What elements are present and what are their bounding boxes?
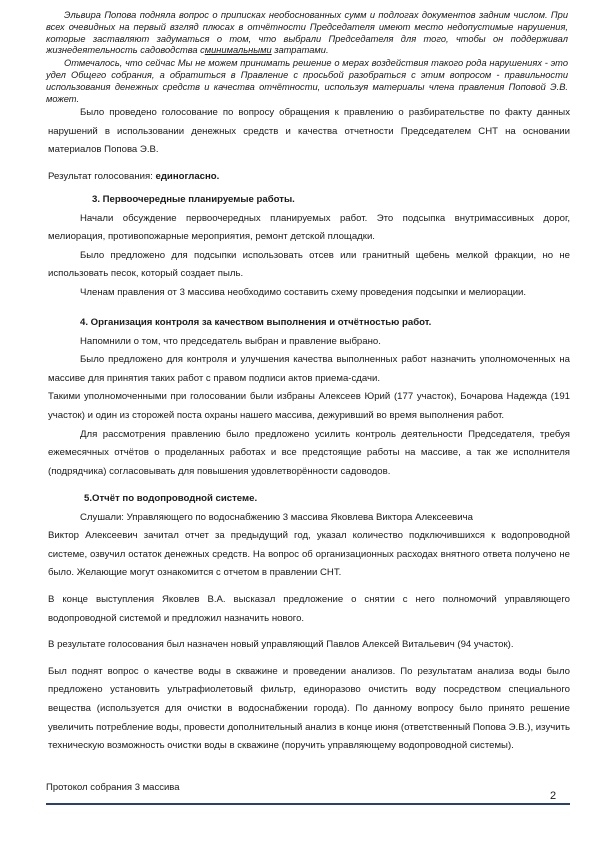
section-3-title: 3. Первоочередные планируемые работы. <box>92 194 295 205</box>
vote-result <box>48 168 570 187</box>
result-label: Результат голосования: <box>48 170 156 182</box>
section-3-p1: Начали обсуждение первоочередных планируемых работ. Это подсыпка внутримассивных дорог, мелиорация, противопожарные мероприятия, ремонт детской площадки. <box>48 212 570 243</box>
italic-notes <box>46 10 568 105</box>
section-3 <box>48 191 570 303</box>
italic-paragraph-2: Отмечалось, что сейчас Мы не можем принимать решение о мерах воздействия такого рода нарушениях - это удел Общего собрания, а обратиться в Правление с просьбой разобраться с этим вопросом - правильности использования денежных средств и качества отчётности, используя материалы члена правления Поповой Э.В. может. <box>46 58 568 104</box>
section-5-p4: В результате голосования был назначен новый управляющий Павлов Алексей Витальевич (94 участок). <box>48 639 514 651</box>
result-value: единогласно. <box>155 170 220 182</box>
italic-text-1-tail: затратами. <box>271 45 329 56</box>
italic-text-1: Эльвира Попова подняла вопрос о приписках необоснованных сумм и подлогах документов задним числом. При всех очевидных на первый взгляд плюсах в отчётности Председателя имеют место недопустимые нарушения, которые заставляют задуматься о том, что выбрали Председателя для того, чтобы он поддерживал жизнедеятельность садоводства с <box>46 10 568 56</box>
section-4-p3: Такими уполномоченными при голосовании были избраны Алексеев Юрий (177 участок), Бочарова Надежда (191 участок) и один из сторожей поста охраны нашего массива, дежуривший во время выполнения работ. <box>48 391 570 421</box>
section-5-p3: В конце выступления Яковлев В.А. высказал предложение о снятии с него полномочий управляющего водопроводной системой и предложил назначить нового. <box>48 593 570 624</box>
footer-text: Протокол собрания 3 массива <box>46 782 180 793</box>
page-number: 2 <box>550 790 557 802</box>
section-5-p5: Был поднят вопрос о качестве воды в скважине и проведении анализов. По результатам анализа воды было предложено установить ультрафиолетовый фильтр, единоразово очистить воду посредством специального вещества (используется для очистки в водоснабжении города). По данному вопросу было принято решение увеличить потребление воды, провести дополнительный анализ в конце июня (ответственный Попова Э.В.), изучить техническую возможность очистки воды в скважине (поручить управляющему водопроводной системы). <box>48 665 571 752</box>
italic-paragraph-1 <box>46 10 568 57</box>
section-4-p2: Было предложено для контроля и улучшения качества выполненных работ назначить уполномоченных на массиве для принятия таких работ с правом подписи актов приема-сдачи. <box>48 354 570 384</box>
body-part-1 <box>48 104 570 186</box>
underlined-word: минимальными <box>204 45 272 56</box>
footer-rule <box>46 803 570 805</box>
section-3-p3: Членам правления от 3 массива необходимо составить схему проведения подсыпки и мелиорации. <box>80 286 527 298</box>
section-4-p1: Напомнили о том, что председатель выбран и правление выбрано. <box>80 335 381 347</box>
vote-paragraph: Было проведено голосование по вопросу обращения к правлению о разбирательстве по факту данных нарушений в использовании денежных средств и качества отчетности Председателем СНТ на основании материалов Попова Э.В. <box>48 107 570 156</box>
section-5 <box>48 490 570 756</box>
section-5-p2: Виктор Алексеевич зачитал отчет за предыдущий год, указал количество подключившихся к водопроводной системе, озвучил остаток денежных средств. На вопрос об организационных расходах внятного ответа получено не было. Желающие могут ознакомится с отчетом в правлении СНТ. <box>48 530 570 579</box>
section-4-title: 4. Организация контроля за качеством выполнения и отчётностью работ. <box>80 317 432 328</box>
section-5-title: 5.Отчёт по водопроводной системе. <box>84 493 258 504</box>
section-4-p4: Для рассмотрения правлению было предложено усилить контроль деятельности Председателя, требуя ежемесячных отчётов о проделанных работах и все предстоящие работы на массиве, а так же исполнителя (подрядчика) согласовывать для повышения удовлетворённости садоводов. <box>48 428 570 477</box>
section-5-p1: Слушали: Управляющего по водоснабжению 3 массива Яковлева Виктора Алексеевича <box>80 511 473 523</box>
section-4 <box>48 314 570 481</box>
section-3-p2: Было предложено для подсыпки использовать отсев или гранитный щебень мелкой фракции, но не использовать песок, который создает пыль. <box>48 249 570 280</box>
